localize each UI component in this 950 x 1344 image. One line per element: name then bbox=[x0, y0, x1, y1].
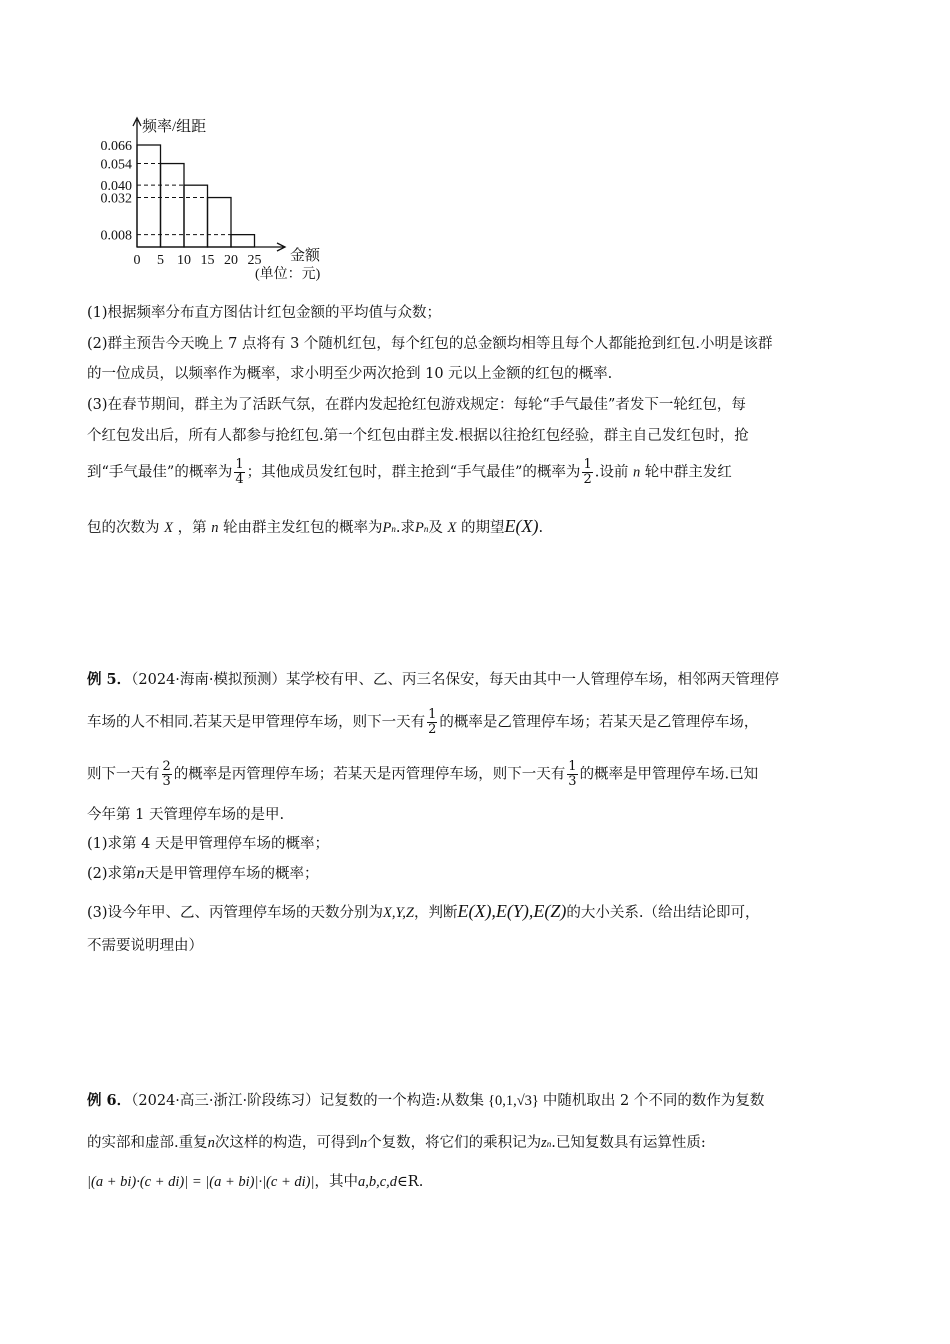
modulus-formula: |(a + bi)·(c + di)| = |(a + bi)|·|(c + di)| bbox=[87, 1174, 315, 1190]
fraction-1-2: $\frac{1}{2}$ bbox=[428, 707, 437, 737]
x-tick-label: 5 bbox=[157, 253, 164, 268]
y-tick-label: 0.054 bbox=[100, 157, 132, 173]
x-tick-label: 0 bbox=[133, 253, 141, 268]
ex5-q3: (3)设今年甲、乙、丙管理停车场的天数分别为X,Y,Z，判断E(X),E(Y),E(Z)的大小关系.（给出结论即可， bbox=[87, 901, 760, 921]
ex5-q1: (1)求第 4 天是甲管理停车场的概率； bbox=[87, 836, 329, 852]
p4-q2-line2: 的一位成员，以频率作为概率，求小明至少两次抢到 10 元以上金额的红包的概率. bbox=[87, 366, 613, 382]
fraction-1-2: $\frac{1}{2}$ bbox=[583, 457, 592, 487]
ex5-label: 例 5． bbox=[87, 671, 132, 688]
ex5-q3-line2: 不需要说明理由） bbox=[87, 938, 203, 954]
ex5-line3: 则下一天有 $\frac{2}{3}$ 的概率是丙管理停车场；若某天是丙管理停车场，则下一天有 $\frac{1}{3}$ 的概率是甲管理停车场.已知 bbox=[87, 759, 759, 789]
ex6-line3: |(a + bi)·(c + di)| = |(a + bi)|·|(c + di)|，其中a,b,c,d∈R. bbox=[87, 1174, 424, 1190]
histogram-bar bbox=[184, 185, 208, 247]
y-tick-label: 0.040 bbox=[100, 179, 132, 195]
ex5-q2: (2)求第n天是甲管理停车场的概率； bbox=[87, 865, 319, 882]
y-tick-label: 0.032 bbox=[100, 191, 132, 207]
x-tick-label: 25 bbox=[247, 253, 262, 268]
p4-q3-line2: 个红包发出后，所有人都参与抢红包.第一个红包由群主发.根据以往抢红包经验，群主自己发红包时，抢 bbox=[87, 428, 749, 444]
x-tick-label: 15 bbox=[200, 253, 215, 268]
fraction-2-3: $\frac{2}{3}$ bbox=[162, 759, 171, 789]
ex5-line1: 例 5．（2024·海南·模拟预测）某学校有甲、乙、丙三名保安，每天由其中一人管理停车场，相邻两天管理停 bbox=[87, 671, 780, 688]
histogram-bar bbox=[208, 198, 232, 247]
ex6-label: 例 6． bbox=[87, 1092, 132, 1109]
y-tick-label: 0.008 bbox=[100, 228, 132, 244]
x-axis-unit: (单位：元) bbox=[255, 267, 321, 282]
ex5-line2: 车场的人不相同.若某天是甲管理停车场，则下一天有 $\frac{1}{2}$ 的概率是乙管理停车场；若某天是乙管理停车场， bbox=[87, 707, 759, 737]
ex6-line2: 的实部和虚部.重复n次这样的构造，可得到n个复数，将它们的乘积记为zn.已知复数具有运算性质: bbox=[87, 1135, 706, 1151]
p4-q3-line4: 包的次数为 X ，第 n 轮由群主发红包的概率为Pn.求Pn及 X 的期望E(X). bbox=[87, 516, 544, 536]
y-tick-label: 0.066 bbox=[100, 139, 132, 154]
ex6-line1: 例 6．（2024·高三·浙江·阶段练习）记复数的一个构造:从数集 {0,1,√3} 中随机取出 2 个不同的数作为复数 bbox=[87, 1092, 765, 1109]
x-tick-label: 10 bbox=[177, 253, 191, 268]
x-axis-label: 金额 bbox=[290, 248, 321, 264]
x-tick-label: 20 bbox=[224, 253, 238, 268]
frequency-histogram bbox=[90, 110, 360, 285]
p4-q3-line3: 到“手气最佳”的概率为 $\frac{1}{4}$ ；其他成员发红包时，群主抢到“手气最佳”的概率为 $\frac{1}{2}$ .设前 n 轮中群主发红 bbox=[87, 457, 732, 487]
number-set: {0,1,√3} bbox=[488, 1093, 539, 1109]
histogram-bar bbox=[137, 145, 161, 247]
p4-q1: (1)根据频率分布直方图估计红包金额的平均值与众数； bbox=[87, 305, 442, 321]
ex5-line4: 今年第 1 天管理停车场的是甲. bbox=[87, 807, 285, 823]
fraction-1-4: $\frac{1}{4}$ bbox=[235, 457, 244, 487]
p4-q3-line1: (3)在春节期间，群主为了活跃气氛，在群内发起抢红包游戏规定：每轮“手气最佳”者发下一轮红包，每 bbox=[87, 397, 746, 413]
fraction-1-3: $\frac{1}{3}$ bbox=[568, 759, 577, 789]
histogram-bar bbox=[231, 235, 255, 247]
y-axis-label: 频率/组距 bbox=[142, 119, 207, 135]
p4-q2-line1: (2)群主预告今天晚上 7 点将有 3 个随机红包，每个红包的总金额均相等且每个人都能抢到红包.小明是该群 bbox=[87, 336, 773, 352]
